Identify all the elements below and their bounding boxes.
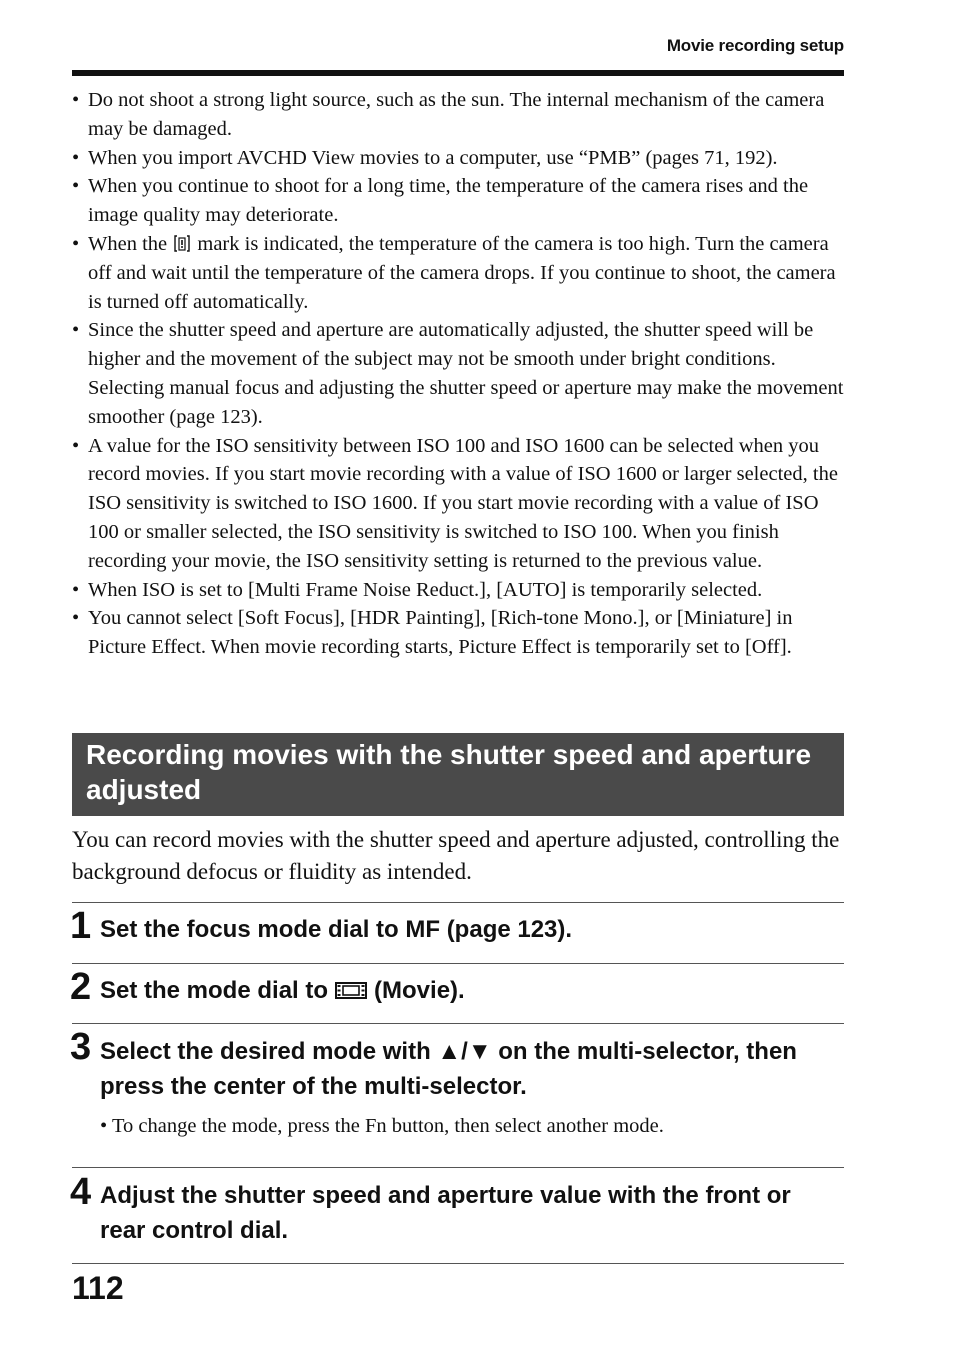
list-item: • When ISO is set to [Multi Frame Noise Reduct.], [AUTO] is temporarily selected. <box>72 576 852 605</box>
step-text-after: (Movie). <box>374 977 465 1004</box>
divider <box>72 1263 844 1264</box>
section-intro: You can record movies with the shutter speed and aperture adjusted, controlling the background defocus or fluidity as intended. <box>72 827 840 884</box>
list-item: • You cannot select [Soft Focus], [HDR Painting], [Rich-tone Mono.], or [Miniature] in Picture Effect. When movie recording starts, Picture Effect is temporarily set to [Off]. <box>72 604 852 662</box>
running-header: Movie recording setup <box>666 36 844 55</box>
movie-mode-icon <box>334 979 368 1001</box>
step-text: Set the focus mode dial to MF (page 123). <box>100 916 573 943</box>
temperature-warning-icon <box>174 235 190 252</box>
list-item: • When you import AVCHD View movies to a computer, use “PMB” (pages 71, 192). <box>72 144 852 173</box>
list-item <box>72 230 852 316</box>
step-text: Select the desired mode with ▲/▼ on the multi-selector, then press the center of the multi-selector. <box>100 1038 797 1100</box>
step-number: 3 <box>70 1026 92 1068</box>
list-item: • A value for the ISO sensitivity between ISO 100 and ISO 1600 can be selected when you record movies. If you start movie recording with a value of ISO 1600 or larger selected, the ISO sensitivity is switched to ISO 1600. If you start movie recording with a value of ISO 100 or smaller selected, the ISO sensitivity is switched to ISO 100. When you finish recording your movie, the ISO sensitivity setting is returned to the previous value. <box>72 432 852 576</box>
divider <box>72 963 844 964</box>
step-text <box>100 973 840 1008</box>
section-heading: Recording movies with the shutter speed and aperture adjusted <box>72 733 844 816</box>
step-number: 1 <box>70 905 92 947</box>
list-item: • Since the shutter speed and aperture are automatically adjusted, the shutter speed will be higher and the movement of the subject may not be smooth under bright conditions. Selecting manual focus and adjusting the shutter speed or aperture may make the movement smoother (page 123). <box>72 316 852 431</box>
header-rule <box>72 70 844 76</box>
list-item-text-after: mark is indicated, the temperature of the camera is too high. Turn the camera off and wait until the temperature of the camera drops. If you continue to shoot, the camera is turned off automatically. <box>88 232 836 313</box>
list-item-text-before: When the <box>88 232 168 255</box>
list-item: • Do not shoot a strong light source, such as the sun. The internal mechanism of the camera may be damaged. <box>72 86 852 144</box>
divider <box>72 1167 844 1168</box>
step-number: 4 <box>70 1171 92 1213</box>
bullet-glyph: • <box>100 1115 108 1137</box>
step-text: Adjust the shutter speed and aperture value with the front or rear control dial. <box>100 1182 791 1244</box>
step-note-text: To change the mode, press the Fn button, then select another mode. <box>111 1115 664 1137</box>
divider <box>72 902 844 903</box>
divider <box>72 1023 844 1024</box>
page-number: 112 <box>72 1270 124 1306</box>
list-item: • When you continue to shoot for a long time, the temperature of the camera rises and the image quality may deteriorate. <box>72 172 852 230</box>
step-note <box>100 1112 840 1140</box>
step-text-before: Set the mode dial to <box>100 977 329 1004</box>
caution-list <box>72 86 852 662</box>
step-number: 2 <box>70 966 92 1008</box>
